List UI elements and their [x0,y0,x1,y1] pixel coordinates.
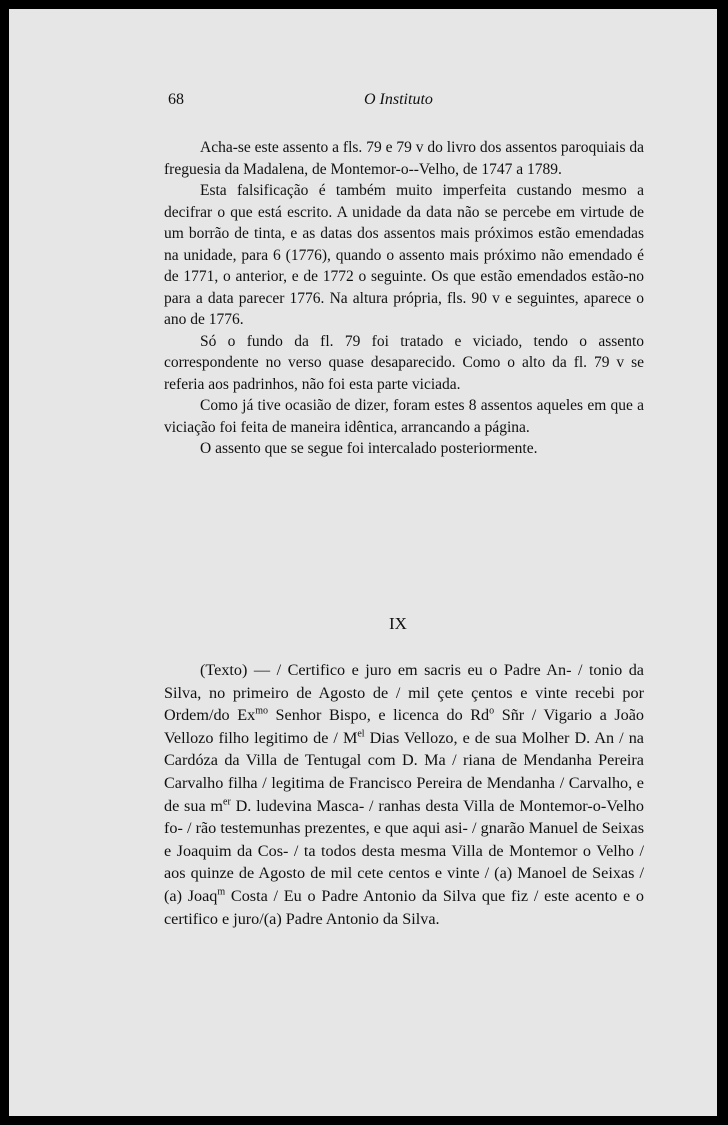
superscript: mo [255,705,268,717]
superscript: el [357,728,365,740]
paragraph: O assento que se segue foi intercalado posteriormente. [200,440,538,457]
paragraph: Como já tive ocasião de dizer, foram estes 8 assentos aqueles em que a viciação foi feita de maneira idêntica, arrancando a página. [164,397,644,436]
paragraph: Acha-se este assento a fls. 79 e 79 v do livro dos assentos paroquiais da freguesia da Madalena, de Montemor-o--Velho, de 1747 a 1789. [164,139,644,178]
document-text: Dias Vellozo, e de sua Molher D. An / na Cardóza da Villa de Tentugal com D. Ma / riana de Mendanha Pereira Carvalho filha / legitima de Francisco Pereira de Mendanha / Carvalho, e de sua m [164,728,644,815]
paragraph: Esta falsificação é também muito imperfeita custando mesmo a decifrar o que está escrito. A unidade da data não se percebe em virtude de um borrão de tinta, e as datas dos assentos mais próximos estão emendadas na unidade, para 6 (1776), quando o assento mais próximo não emendado é de 1771, o anterior, e de 1772 o seguinte. Os que estão emendados estão-no para a data parecer 1776. Na altura própria, fls. 90 v e seguintes, aparece o ano de 1776. [164,182,644,328]
book-page [9,9,717,1116]
running-header [9,91,717,115]
paragraph: Só o fundo da fl. 79 foi tratado e viciado, tendo o assento correspondente no verso quase desaparecido. Como o alto da fl. 79 v se referia aos padrinhos, não foi esta parte viciada. [164,332,644,393]
running-title: O Instituto [364,91,433,108]
document-text: Costa / Eu o Padre Antonio da Silva que fiz / este acento e o certifico e juro/(a) Padre Antonio da Silva. [164,886,644,928]
commentary-text [164,137,644,460]
document-text: (Texto) — / Certifico e juro em sacris eu o Padre An- / tonio da Silva, no primeiro de Agosto de / mil çete çentos e vinte recebi por Ordem/do Ex [164,661,644,725]
page-number: 68 [168,91,184,108]
document-text: D. ludevina Masca- / ranhas desta Villa de Montemor-o-Velho fo- / rão testemunhas prezentes, e que aqui asi- / gnarão Manuel de Seixas e Joaquim da Cos- / ta todos desta mesma Villa de Montemor o Velho / aos quinze de Agosto de mil cete centos e vinte / (a) Manoel de Seixas / (a) Joaq [164,796,644,905]
superscript: m [217,886,226,898]
superscript: o [489,705,495,717]
document-paragraph [164,659,644,930]
section-number: IX [389,614,407,633]
superscript: er [223,796,231,808]
transcribed-document [164,659,644,930]
document-text: Senhor Bispo, e licenca do Rd [267,706,490,725]
document-text: Sñr / Vigario a João Vellozo filho legitimo de / M [164,706,644,747]
